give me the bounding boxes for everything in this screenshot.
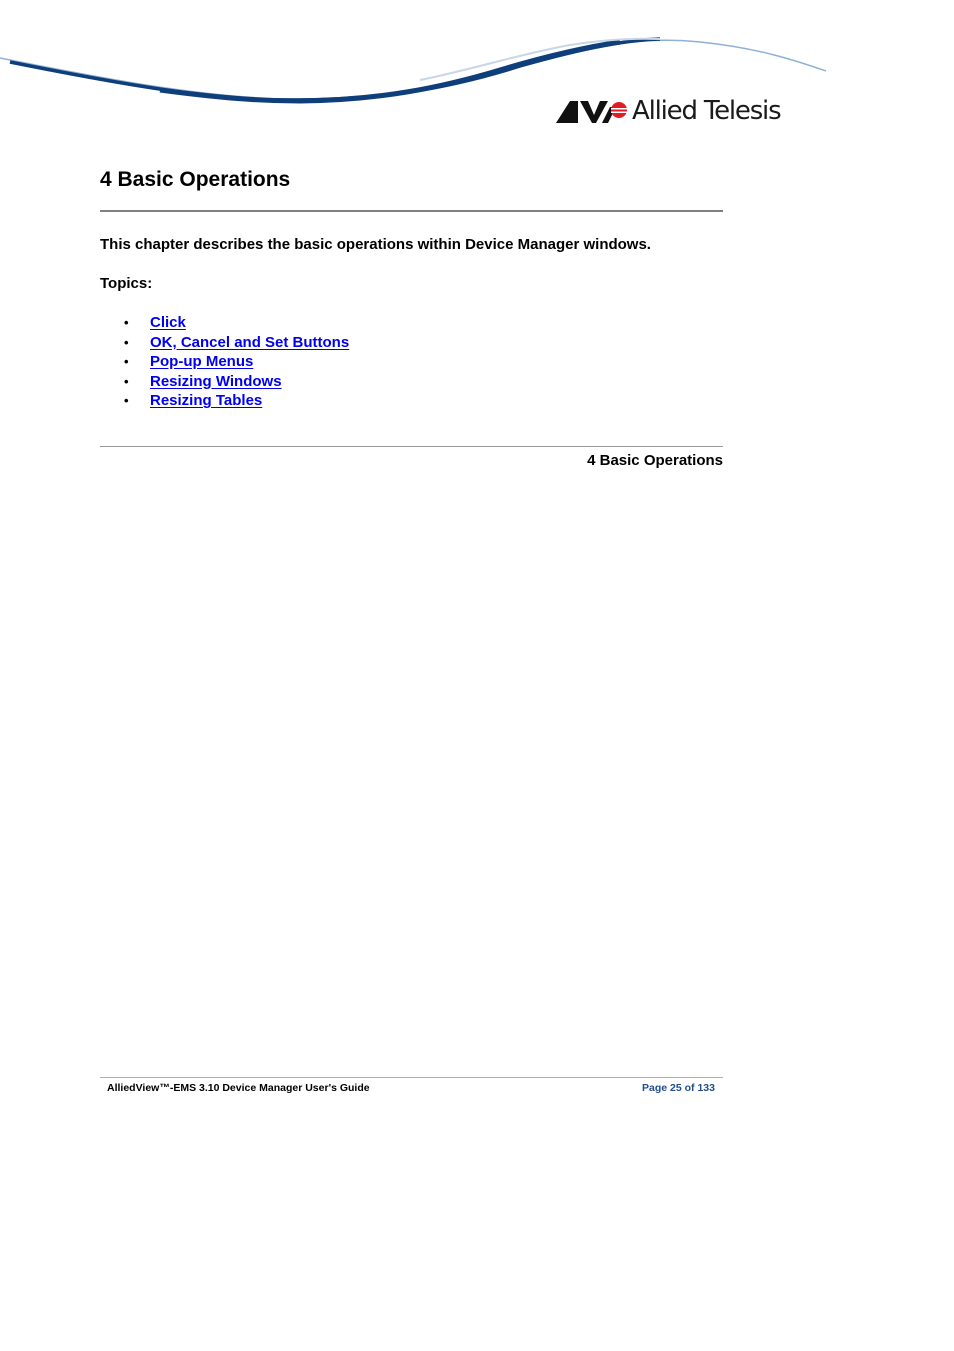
chapter-intro: This chapter describes the basic operations within Device Manager windows. bbox=[100, 236, 651, 253]
list-item bbox=[124, 313, 349, 333]
list-item bbox=[124, 352, 349, 372]
topics-label: Topics: bbox=[100, 275, 153, 292]
bullet-icon: • bbox=[124, 373, 129, 389]
bullet-icon: • bbox=[124, 354, 129, 369]
footer-page-number: Page 25 of 133 bbox=[642, 1082, 715, 1094]
brand-name: Allied Telesis bbox=[632, 96, 781, 126]
bullet-icon: • bbox=[124, 334, 129, 350]
page-footer-divider bbox=[100, 1077, 723, 1078]
topic-link-ok-cancel-set-buttons[interactable]: OK, Cancel and Set Buttons bbox=[150, 333, 350, 351]
list-item bbox=[124, 391, 349, 411]
bullet-icon: • bbox=[124, 315, 129, 330]
allied-telesis-logo bbox=[556, 94, 780, 128]
topic-link-click[interactable]: Click bbox=[150, 314, 186, 331]
footer-guide-title: AlliedView™-EMS 3.10 Device Manager User's Guide bbox=[107, 1082, 370, 1094]
allied-telesis-logo-mark-icon bbox=[556, 97, 628, 125]
title-divider bbox=[100, 210, 723, 212]
bullet-icon: • bbox=[124, 393, 129, 408]
list-item bbox=[124, 372, 349, 392]
section-footer-title: 4 Basic Operations bbox=[587, 452, 723, 469]
list-item bbox=[124, 333, 349, 353]
topic-link-popup-menus[interactable]: Pop-up Menus bbox=[150, 353, 254, 370]
section-divider bbox=[100, 446, 723, 447]
topic-link-resizing-windows[interactable]: Resizing Windows bbox=[150, 372, 282, 390]
header-swoosh-graphic bbox=[0, 0, 954, 140]
topic-link-resizing-tables[interactable]: Resizing Tables bbox=[150, 392, 263, 409]
chapter-title: 4 Basic Operations bbox=[100, 168, 291, 191]
topics-list bbox=[124, 313, 349, 411]
